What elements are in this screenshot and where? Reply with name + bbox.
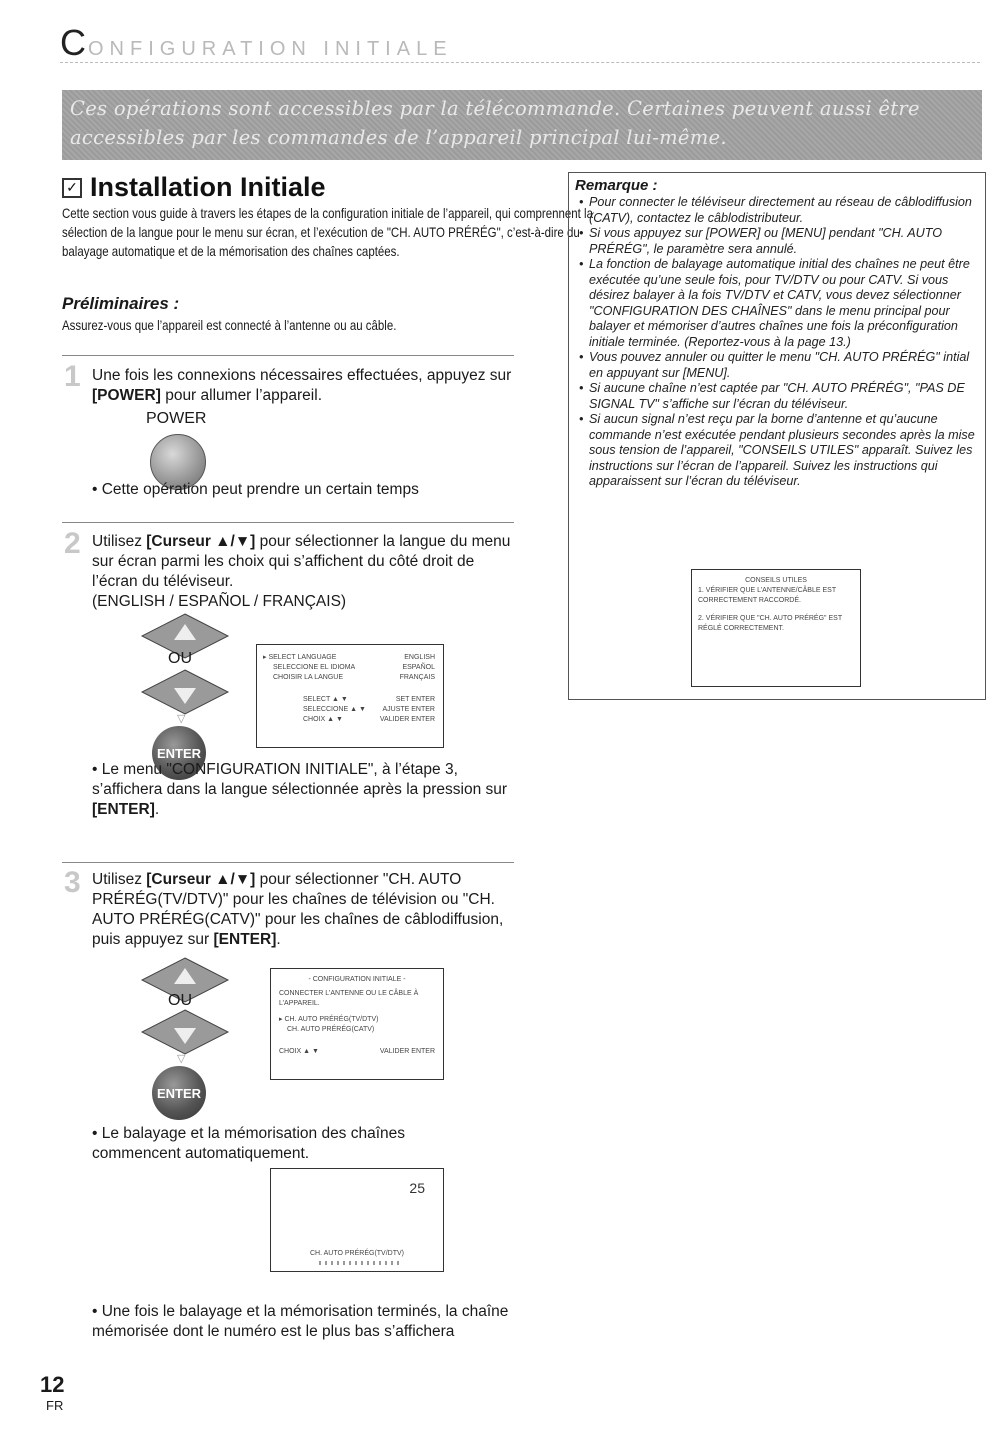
note-item: • Si aucun signal n’est reçu par la borne d’antenne et qu’aucune commande n’est exécutée pendant plusieurs secondes après la mise sous tension de l’appareil, "CONSEILS UTILES" apparaît. Suivez les instructions sur l’écran de l’appareil. Suivez les instructions qui apparaissent sur l’écran du téléviseur. [577, 412, 981, 490]
page-number: 12 [40, 1372, 65, 1397]
step1-divider [62, 355, 514, 356]
power-key: [POWER] [92, 387, 161, 404]
scan-progress-bar [319, 1261, 399, 1265]
step1-bullet: • Cette opération peut prendre un certain temps [92, 481, 419, 498]
arrow-down-icon-2: ▽ [177, 1052, 186, 1065]
header-initial: C [60, 22, 88, 63]
language-list: (ENGLISH / ESPAÑOL / FRANÇAIS) [92, 593, 347, 610]
step3-text: Utilisez [Curseur ▲/▼] pour sélectionner "CH. AUTO PRÉRÉG(TV/DTV)" pour les chaînes de télévision ou "CH. AUTO PRÉRÉG(CATV)" pour les chaînes de câblodiffusion, puis appuyez sur [ENTER]. [92, 871, 504, 948]
config-screen: - CONFIGURATION INITIALE - CONNECTER L’ANTENNE OU LE CÂBLE À L’APPAREIL. ▸ CH. AUTO PRÉRÉG(TV/DTV) CH. AUTO PRÉRÉG(CATV) CHOIX ▲ ▼ VALIDER ENTER [270, 968, 444, 1080]
note-box [568, 172, 986, 700]
page-header [60, 22, 453, 64]
enter-button-icon-2: ENTER [152, 1066, 206, 1120]
step1-number: 1 [64, 360, 81, 393]
section-intro: Cette section vous guide à travers les étapes de la configuration initiale de l’appareil, qui comprennent la sélection de la langue pour le menu sur écran, et l’exécution de "CH. AUTO PRÉRÉG", c’est-à-dire du balayage automatique et de la mémorisation des chaînes captées. [62, 205, 593, 259]
step2-number: 2 [64, 527, 81, 560]
note-title: Remarque : [575, 177, 658, 194]
step2-text: Utilisez [Curseur ▲/▼] pour sélectionner la langue du menu sur écran parmi les choix qui s’affichent du côté droit de l’écran du téléviseur. (ENGLISH / ESPAÑOL / FRANÇAIS) [92, 533, 511, 610]
note-item: • La fonction de balayage automatique initial des chaînes ne peut être exécutée qu’une seule fois, pour TV/DTV ou pour CATV. Si vous désirez balayer à la fois TV/DTV et CATV, vous devez sélectionner "CONFIGURATION DES CHAÎNES" dans le menu principal pour balayer et mémoriser d’autres chaînes une fois la préconfiguration initiale terminée. (Reportez-vous à la page 13.) [577, 257, 981, 350]
note-list [577, 195, 981, 490]
enter-button-icon: ENTER [152, 726, 206, 780]
section-title-text: Installation Initiale [90, 172, 326, 202]
step3-bullet2: • Une fois le balayage et la mémorisation terminés, la chaîne mémorisée dont le numéro est le plus bas s’affichera [92, 1303, 509, 1340]
note-item: • Si aucune chaîne n’est captée par "CH. AUTO PRÉRÉG", "PAS DE SIGNAL TV" s’affiche sur l’écran du téléviseur. [577, 381, 981, 412]
checkbox-icon: ✓ [62, 178, 82, 198]
scan-channel-number: 25 [409, 1180, 425, 1196]
step2-divider [62, 522, 514, 523]
header-divider [60, 62, 980, 63]
scan-screen: 25 CH. AUTO PRÉRÉG(TV/DTV) [270, 1168, 444, 1272]
cursor-down-icon-2 [140, 1008, 230, 1056]
power-label: POWER [146, 410, 207, 427]
banner-text: Ces opérations sont accessibles par la télécommande. Certaines peuvent aussi être accessibles par les commandes de l’appareil principal lui-même. [70, 97, 920, 149]
step3-bullet1: • Le balayage et la mémorisation des chaînes commencent automatiquement. [92, 1125, 406, 1162]
cursor-down-icon [140, 668, 230, 716]
prelim-title: Préliminaires : [62, 294, 180, 313]
language-screen: ▸ SELECT LANGUAGE ENGLISH SELECCIONE EL IDIOMA ESPAÑOL CHOISIR LA LANGUE FRANÇAIS SELECT ▲ ▼ SET ENTER SELECCIONE ▲ ▼ AJUSTE ENTER CHOIX ▲ ▼ VALIDER ENTER [256, 644, 444, 748]
note-item: • Vous pouvez annuler ou quitter le menu "CH. AUTO PRÉRÉG" intial en appuyant sur [MENU]. [577, 350, 981, 381]
step1-text: Une fois les connexions nécessaires effectuées, appuyez sur [POWER] pour allumer l’appareil. [92, 367, 512, 404]
tips-screen: CONSEILS UTILES 1. VÉRIFIER QUE L’ANTENNE/CÂBLE EST CORRECTEMENT RACCORDÉ. 2. VÉRIFIER QUE "CH. AUTO PRÉRÉG" EST RÉGLÉ CORRECTEMENT. [691, 569, 861, 687]
header-title: ONFIGURATION INITIALE [88, 38, 453, 60]
page-language: FR [46, 1398, 64, 1413]
step3-divider [62, 862, 514, 863]
step2-bullet: • Le menu "CONFIGURATION INITIALE", à l’étape 3, s’affichera dans la langue sélectionnée après la pression sur [ENTER]. [92, 761, 508, 818]
ou-label-2: OU [168, 992, 192, 1009]
note-item: • Si vous appuyez sur [POWER] ou [MENU] pendant "CH. AUTO PRÉRÉG", le paramètre sera annulé. [577, 226, 981, 257]
info-banner [62, 90, 982, 160]
section-title [62, 172, 326, 203]
note-item: • Pour connecter le téléviseur directement au réseau de câblodiffusion (CATV), contactez le câblodistributeur. [577, 195, 981, 226]
step3-number: 3 [64, 866, 81, 899]
cursor-key: [Curseur ▲/▼] [146, 533, 256, 550]
prelim-text: Assurez-vous que l’appareil est connecté à l’antenne ou au câble. [62, 317, 397, 333]
arrow-down-icon: ▽ [177, 712, 186, 725]
ou-label: OU [168, 650, 192, 667]
